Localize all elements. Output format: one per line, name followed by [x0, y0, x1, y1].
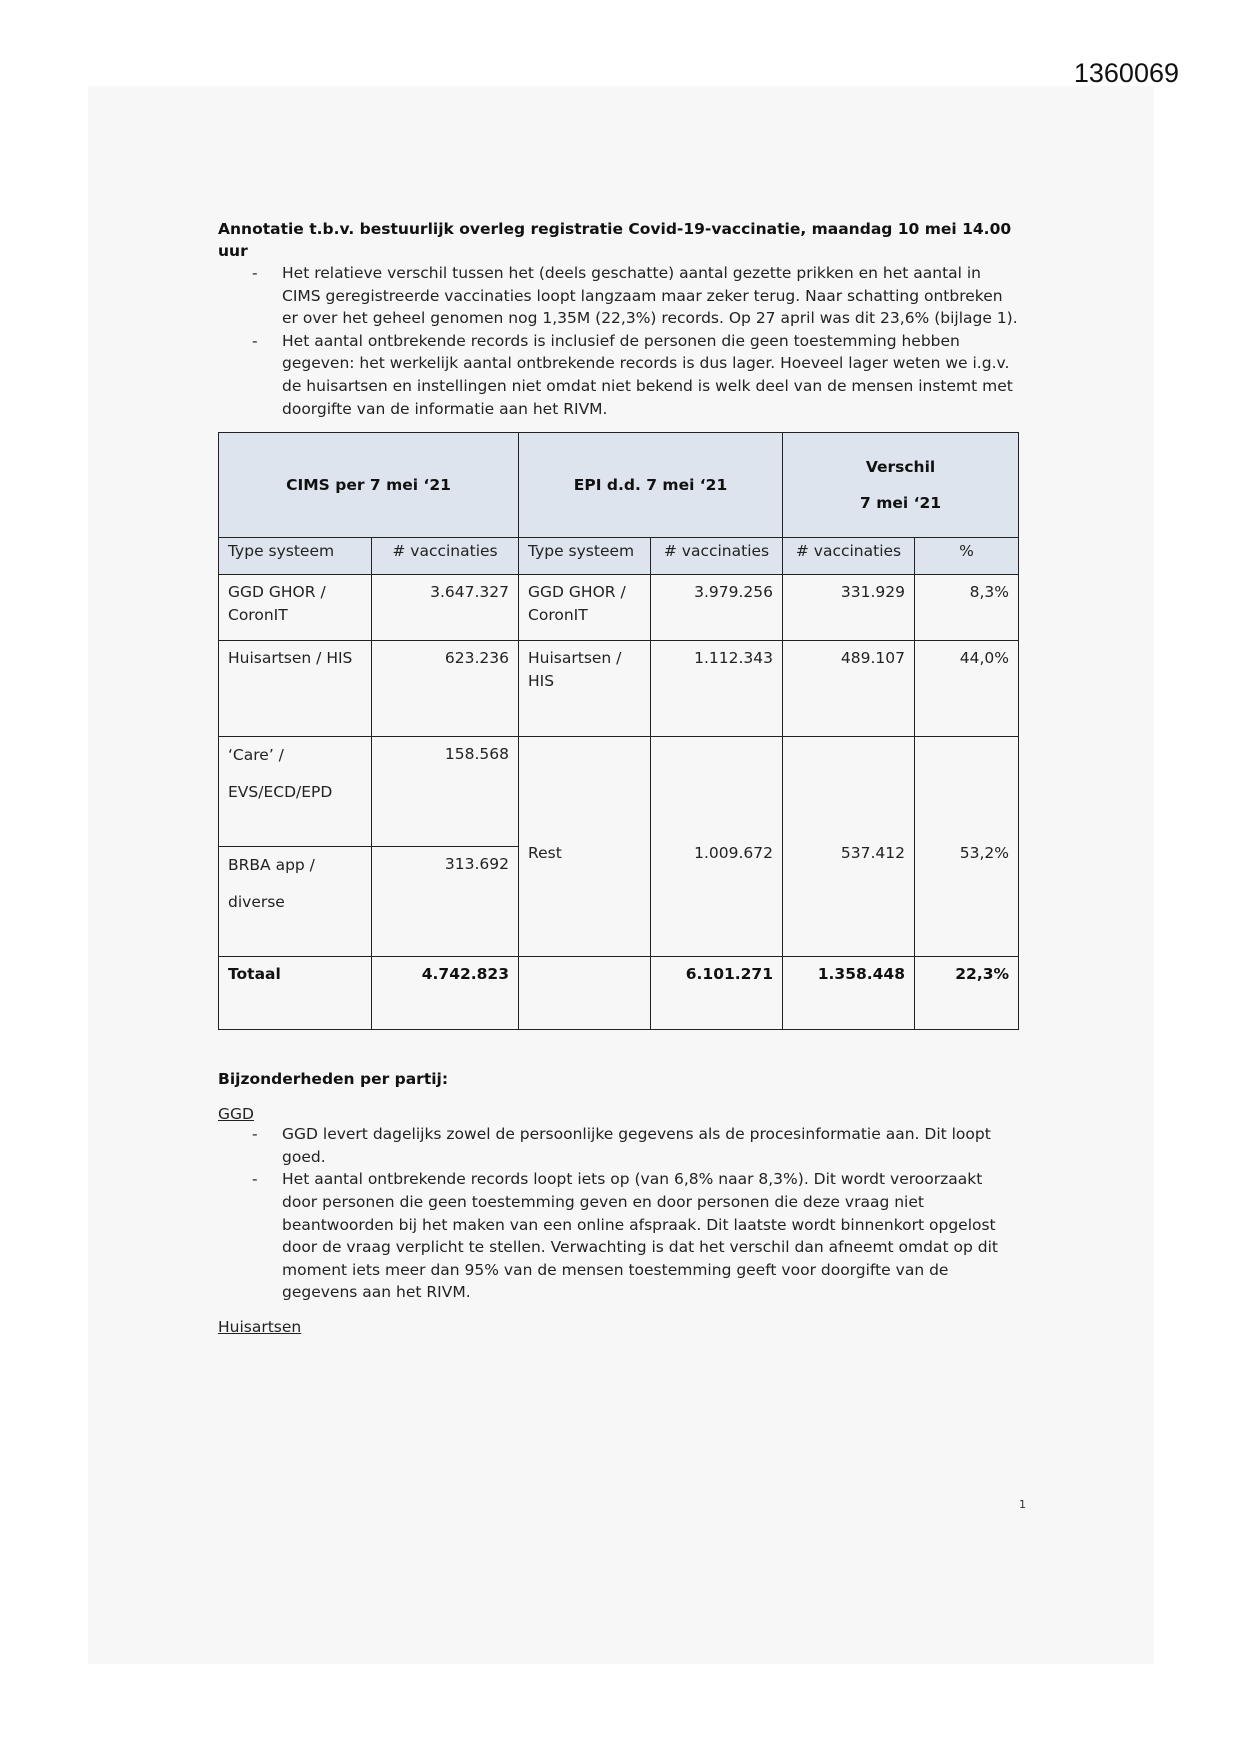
- header-verschil-line2: 7 mei ‘21: [860, 494, 942, 513]
- list-item: - Het relatieve verschil tussen het (deels geschatte) aantal gezette prikken en het aantal in CIMS geregistreerde vaccinaties loopt langzaam maar zeker terug. Naar schatting ontbreken er over het geheel genomen nog 1,35M (22,3%) records. Op 27 april was dit 23,6% (bijlage 1).: [218, 262, 1018, 330]
- header-cims: CIMS per 7 mei ‘21: [219, 433, 519, 538]
- cell-huisartsen-cims-vacc: 623.236: [372, 641, 519, 737]
- subheader-pct: %: [915, 538, 1019, 575]
- header-verschil: [783, 433, 1019, 538]
- cell-huisartsen-diff: 489.107: [783, 641, 915, 737]
- cell-care-cims-type: ‘Care’ / EVS/ECD/EPD: [219, 737, 372, 847]
- huisartsen-heading: Huisartsen: [218, 1317, 302, 1336]
- document-id: 1360069: [1073, 58, 1179, 88]
- cell-ggd-cims-vacc: 3.647.327: [372, 575, 519, 641]
- table-total-row: [219, 957, 1019, 1030]
- page-number: 1: [1019, 1498, 1026, 1511]
- cell-huisartsen-epi-type: Huisartsen / HIS: [519, 641, 651, 737]
- table-header-row: [219, 433, 1019, 538]
- section-title: Bijzonderheden per partij:: [218, 1070, 449, 1089]
- cell-brba-cims-type: BRBA app / diverse: [219, 847, 372, 957]
- cell-total-label: Totaal: [219, 957, 372, 1030]
- subheader-type-cims: Type systeem: [219, 538, 372, 575]
- table-row: [219, 575, 1019, 641]
- table-row: [219, 737, 1019, 847]
- cell-huisartsen-cims-type: Huisartsen / HIS: [219, 641, 372, 737]
- subheader-vacc-cims: # vaccinaties: [372, 538, 519, 575]
- cell-huisartsen-epi-vacc: 1.112.343: [651, 641, 783, 737]
- cell-huisartsen-pct: 44,0%: [915, 641, 1019, 737]
- cell-care-cims-vacc: 158.568: [372, 737, 519, 847]
- cell-total-pct: 22,3%: [915, 957, 1019, 1030]
- cell-ggd-epi-vacc: 3.979.256: [651, 575, 783, 641]
- cell-total-empty: [519, 957, 651, 1030]
- subheader-vacc-diff: # vaccinaties: [783, 538, 915, 575]
- header-epi: EPI d.d. 7 mei ‘21: [519, 433, 783, 538]
- intro-list: [218, 262, 1018, 420]
- cell-ggd-diff: 331.929: [783, 575, 915, 641]
- cell-rest-epi-type: Rest: [519, 737, 651, 957]
- subheader-vacc-epi: # vaccinaties: [651, 538, 783, 575]
- cell-brba-cims-vacc: 313.692: [372, 847, 519, 957]
- cell-rest-epi-vacc: 1.009.672: [651, 737, 783, 957]
- ggd-heading: GGD: [218, 1105, 254, 1124]
- cell-ggd-cims-type: GGD GHOR / CoronIT: [219, 575, 372, 641]
- cell-rest-diff: 537.412: [783, 737, 915, 957]
- subheader-type-epi: Type systeem: [519, 538, 651, 575]
- table-row: [219, 641, 1019, 737]
- cell-total-diff: 1.358.448: [783, 957, 915, 1030]
- table-subheader-row: [219, 538, 1019, 575]
- list-item: - Het aantal ontbrekende records is inclusief de personen die geen toestemming hebben gegeven: het werkelijk aantal ontbrekende records is dus lager. Hoeveel lager weten we i.g.v. de huisartsen en instellingen niet omdat niet bekend is welk deel van de mensen instemt met doorgifte van de informatie aan het RIVM.: [218, 330, 1018, 420]
- document-body: [218, 218, 1018, 1336]
- cell-total-epi-vacc: 6.101.271: [651, 957, 783, 1030]
- cell-total-cims-vacc: 4.742.823: [372, 957, 519, 1030]
- document-title: Annotatie t.b.v. bestuurlijk overleg registratie Covid-19-vaccinatie, maandag 10 mei 14.00 uur: [218, 220, 1012, 260]
- vaccination-table: [218, 432, 1019, 1030]
- list-item: - GGD levert dagelijks zowel de persoonlijke gegevens als de procesinformatie aan. Dit loopt goed.: [218, 1123, 1018, 1168]
- ggd-list: [218, 1123, 1018, 1304]
- cell-ggd-pct: 8,3%: [915, 575, 1019, 641]
- cell-ggd-epi-type: GGD GHOR / CoronIT: [519, 575, 651, 641]
- header-verschil-line1: Verschil: [865, 457, 936, 476]
- list-item: - Het aantal ontbrekende records loopt iets op (van 6,8% naar 8,3%). Dit wordt veroorzaakt door personen die geen toestemming geven en door personen die deze vraag niet beantwoorden bij het maken van een online afspraak. Dit laatste wordt binnenkort opgelost door de vraag verplicht te stellen. Verwachting is dat het verschil dan afneemt omdat op dit moment iets meer dan 95% van de mensen toestemming geeft voor doorgifte van de gegevens aan het RIVM.: [218, 1168, 1018, 1304]
- cell-rest-pct: 53,2%: [915, 737, 1019, 957]
